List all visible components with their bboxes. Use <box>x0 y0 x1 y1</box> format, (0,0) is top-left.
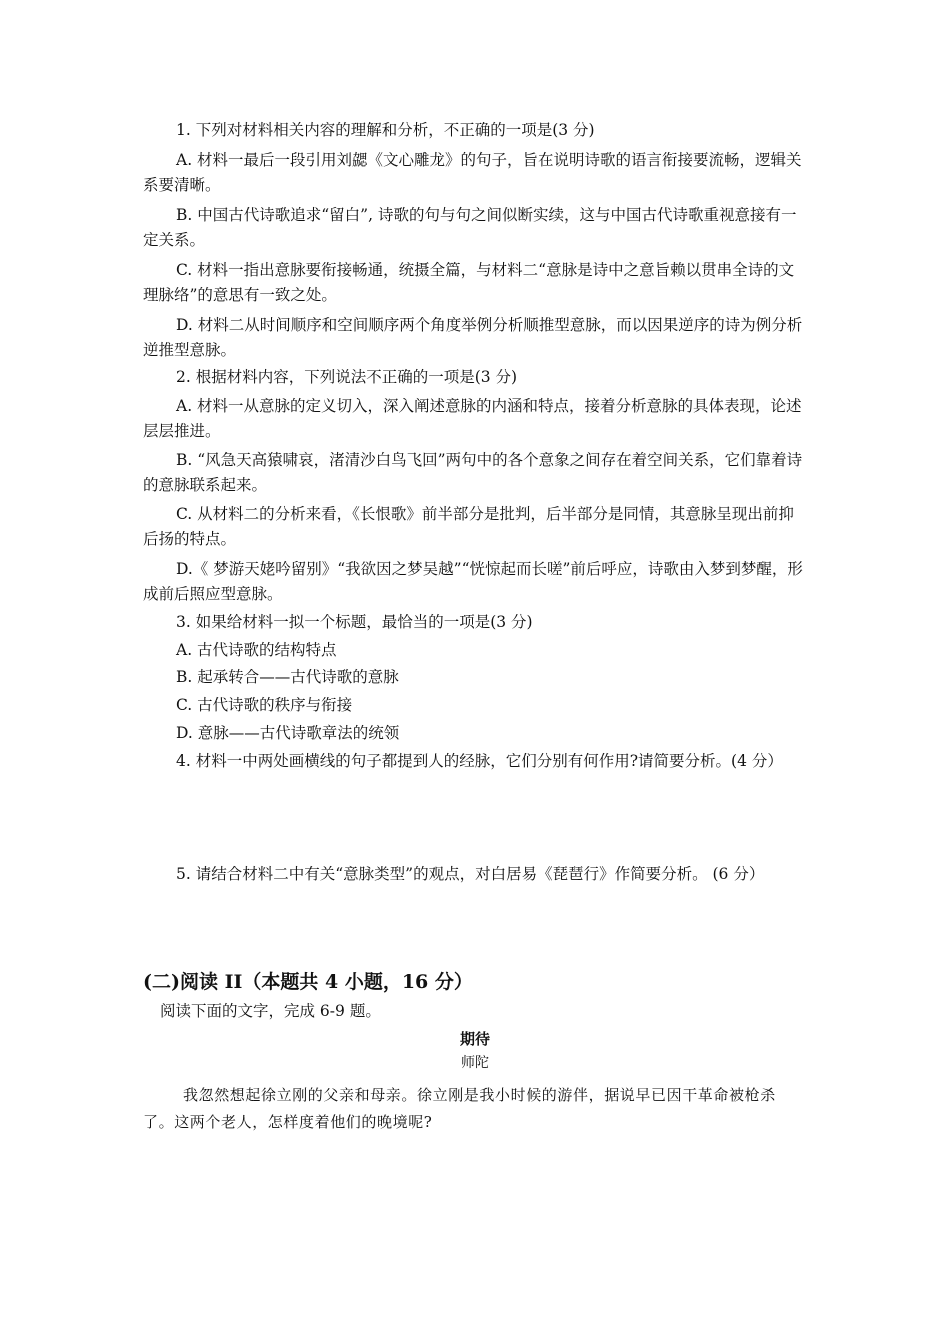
q2-option-a: A. 材料一从意脉的定义切入，深入阐述意脉的内涵和特点，接着分析意脉的具体表现，论述层层推进。 <box>143 397 802 440</box>
section-instruction: 阅读下面的文字，完成 6-9 题。 <box>160 1002 381 1020</box>
q1-option-d: D. 材料二从时间顺序和空间顺序两个角度举例分析顺推型意脉，而以因果逆序的诗为例分析逆推型意脉。 <box>143 316 803 359</box>
q2-stem: 2. 根据材料内容，下列说法不正确的一项是(3 分) <box>176 368 518 386</box>
story-paragraph: 我忽然想起徐立刚的父亲和母亲。徐立刚是我小时候的游伴，据说早已因干革命被枪杀了。这两个老人，怎样度着他们的晚境呢? <box>143 1086 776 1131</box>
q3-option-a: A. 古代诗歌的结构特点 <box>176 641 337 659</box>
q1-option-c: C. 材料一指出意脉要衔接畅通，统摄全篇，与材料二“意脉是诗中之意旨赖以贯串全诗的文理脉络”的意思有一致之处。 <box>143 261 795 304</box>
q1-option-a: A. 材料一最后一段引用刘勰《文心雕龙》的句子，旨在说明诗歌的语言衔接要流畅，逻辑关系要清晰。 <box>143 151 802 194</box>
q5-stem: 5. 请结合材料二中有关“意脉类型”的观点，对白居易《琵琶行》作简要分析。 (6 分） <box>176 865 765 883</box>
q2-option-c: C. 从材料二的分析来看，《长恨歌》前半部分是批判，后半部分是同情，其意脉呈现出前抑后扬的特点。 <box>143 505 794 548</box>
q3-option-b: B. 起承转合——古代诗歌的意脉 <box>176 668 399 686</box>
story-title: 期待 <box>459 1030 490 1048</box>
q3-option-c: C. 古代诗歌的秩序与衔接 <box>176 696 353 714</box>
q2-option-b: B. “风急天高猿啸哀，渚清沙白鸟飞回”两句中的各个意象之间存在着空间关系，它们靠着诗的意脉联系起来。 <box>143 451 803 494</box>
q3-option-d: D. 意脉——古代诗歌章法的统领 <box>176 724 400 742</box>
section-heading: (二)阅读 II（本题共 4 小题，16 分） <box>143 971 473 993</box>
story-author: 师陀 <box>461 1055 489 1071</box>
q1-stem: 1. 下列对材料相关内容的理解和分析，不正确的一项是(3 分) <box>176 121 595 139</box>
q3-stem: 3. 如果给材料一拟一个标题，最恰当的一项是(3 分) <box>176 613 533 631</box>
q4-stem: 4. 材料一中两处画横线的句子都提到人的经脉，它们分别有何作用?请简要分析。(4 分） <box>176 752 783 770</box>
q2-option-d: D.《 梦游天姥吟留别》“我欲因之梦吴越”“恍惊起而长嗟”前后呼应，诗歌由入梦到梦醒，形成前后照应型意脉。 <box>143 560 803 603</box>
q1-option-b: B. 中国古代诗歌追求“留白”, 诗歌的句与句之间似断实续，这与中国古代诗歌重视意接有一定关系。 <box>143 206 797 249</box>
